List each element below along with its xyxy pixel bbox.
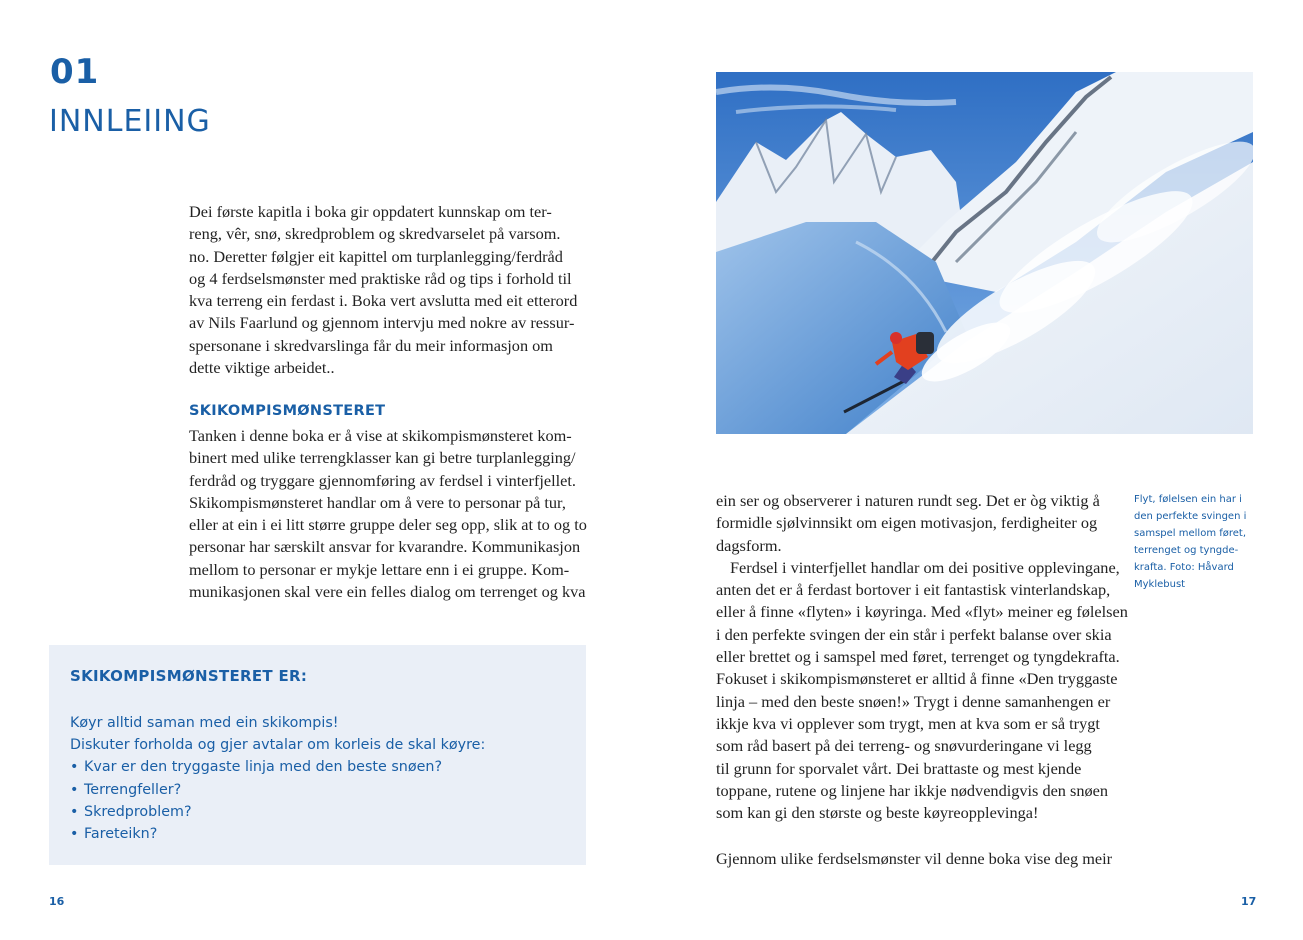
bullet-icon: • xyxy=(70,803,79,820)
text-line: binert med ulike terrengklasser kan gi betre turplanlegging/ xyxy=(189,448,576,468)
text-line: av Nils Faarlund og gjennom intervju med nokre av ressur- xyxy=(189,313,575,333)
text-line: og 4 ferdselsmønster med praktiske råd og tips i forhold til xyxy=(189,268,572,288)
text-line: ein ser og observerer i naturen rundt seg. Det er òg viktig å xyxy=(716,491,1100,510)
caption-line: krafta. Foto: Håvard xyxy=(1134,562,1234,573)
text-line: dette viktige arbeidet.. xyxy=(189,358,335,378)
info-box-title: SKIKOMPISMØNSTERET ER: xyxy=(70,667,308,685)
info-box-content xyxy=(70,712,485,845)
right-page-paragraph xyxy=(716,490,1128,824)
bullet-icon: • xyxy=(70,826,79,843)
bullet-icon: • xyxy=(70,759,79,776)
right-page-final-line xyxy=(716,848,1116,870)
text-line: eller at ein i ei litt større gruppe deler seg opp, slik at to og to xyxy=(189,515,587,535)
info-box-line: Diskuter forholda og gjer avtalar om korleis de skal køyre: xyxy=(70,737,486,754)
text-line: til grunn for sporvalet vårt. Dei brattaste og mest kjende xyxy=(716,758,1082,778)
text-line: spersonane i skredvarslinga får du meir informasjon om xyxy=(189,335,553,355)
text-line: mellom to personar er mykje lettare enn i ei gruppe. Kom- xyxy=(189,559,570,579)
text-line: dagsform. xyxy=(716,535,782,555)
text-line: Tanken i denne boka er å vise at skikompismønsteret kom- xyxy=(189,426,572,445)
text-line: eller brettet og i samspel med føret, terrenget og tyngdekrafta. xyxy=(716,647,1120,667)
caption-line: terrenget og tyngde- xyxy=(1134,545,1239,556)
text-line: ikkje kva vi opplever som trygt, men at kva som er så trygt xyxy=(716,713,1100,733)
info-box-line: Køyr alltid saman med ein skikompis! xyxy=(70,715,339,731)
text-line: ferdråd og tryggare gjennomføring av ferdsel i vinterfjellet. xyxy=(189,470,576,490)
text-line: Fokuset i skikompismønsteret er alltid å finne «Den tryggaste xyxy=(716,669,1118,689)
text-line: som råd basert på dei terreng- og snøvurderingane vi legg xyxy=(716,736,1092,756)
caption-line: samspel mellom føret, xyxy=(1134,528,1247,539)
skier-photo xyxy=(716,72,1253,434)
page-number-right: 17 xyxy=(1241,895,1257,908)
caption-line: Flyt, følelsen ein har i xyxy=(1134,494,1242,505)
bullet-item xyxy=(70,823,485,845)
bullet-text: Skredproblem? xyxy=(84,803,192,820)
bullet-item xyxy=(70,779,485,801)
text-line: anten det er å ferdast bortover i eit fantastisk vinterlandskap, xyxy=(716,580,1111,600)
caption-line: den perfekte svingen i xyxy=(1134,511,1247,522)
text-line: personar har særskilt ansvar for kvarandre. Kommunikasjon xyxy=(189,537,581,557)
text-line: no. Deretter følgjer eit kapittel om turplanlegging/ferdråd xyxy=(189,246,563,266)
bullet-icon: • xyxy=(70,781,79,798)
bullet-text: Terrengfeller? xyxy=(84,781,182,798)
bullet-item xyxy=(70,756,485,778)
chapter-number: 01 xyxy=(50,52,100,92)
text-line: linja – med den beste snøen!» Trygt i denne samanhengen er xyxy=(716,691,1111,711)
text-line: som kan gi den største og beste køyreopplevinga! xyxy=(716,803,1039,823)
text-line: Ferdsel i vinterfjellet handlar om dei positive opplevingane, xyxy=(730,557,1120,577)
text-line: formidle sjølvinnsikt om eigen motivasjon, ferdigheiter og xyxy=(716,513,1098,533)
chapter-title: INNLEIING xyxy=(49,104,211,139)
text-line: Gjennom ulike ferdselsmønster vil denne boka vise deg meir xyxy=(716,849,1113,868)
page-number-left: 16 xyxy=(49,895,65,908)
text-line: Dei første kapitla i boka gir oppdatert kunnskap om ter- xyxy=(189,202,552,221)
bullet-text: Kvar er den tryggaste linja med den beste snøen? xyxy=(84,759,443,776)
intro-paragraph xyxy=(189,201,589,379)
text-line: toppane, rutene og linjene har ikkje nødvendigvis den snøen xyxy=(716,780,1109,800)
section-subheading: SKIKOMPISMØNSTERET xyxy=(189,403,386,419)
text-line: i den perfekte svingen der ein står i perfekt balanse over skia xyxy=(716,624,1112,644)
caption-line: Myklebust xyxy=(1134,579,1186,590)
section-body-paragraph xyxy=(189,425,589,603)
text-line: reng, vêr, snø, skredproblem og skredvarselet på varsom. xyxy=(189,224,561,244)
bullet-text: Fareteikn? xyxy=(84,826,158,843)
text-line: Skikompismønsteret handlar om å vere to personar på tur, xyxy=(189,492,566,512)
text-line: kva terreng ein ferdast i. Boka vert avslutta med eit etterord xyxy=(189,291,578,311)
photo-caption xyxy=(1134,491,1254,593)
bullet-item xyxy=(70,801,485,823)
text-line: munikasjonen skal vere ein felles dialog om terrenget og kva xyxy=(189,582,586,602)
text-line: eller å finne «flyten» i køyringa. Med «flyt» meiner eg følelsen xyxy=(716,602,1128,622)
